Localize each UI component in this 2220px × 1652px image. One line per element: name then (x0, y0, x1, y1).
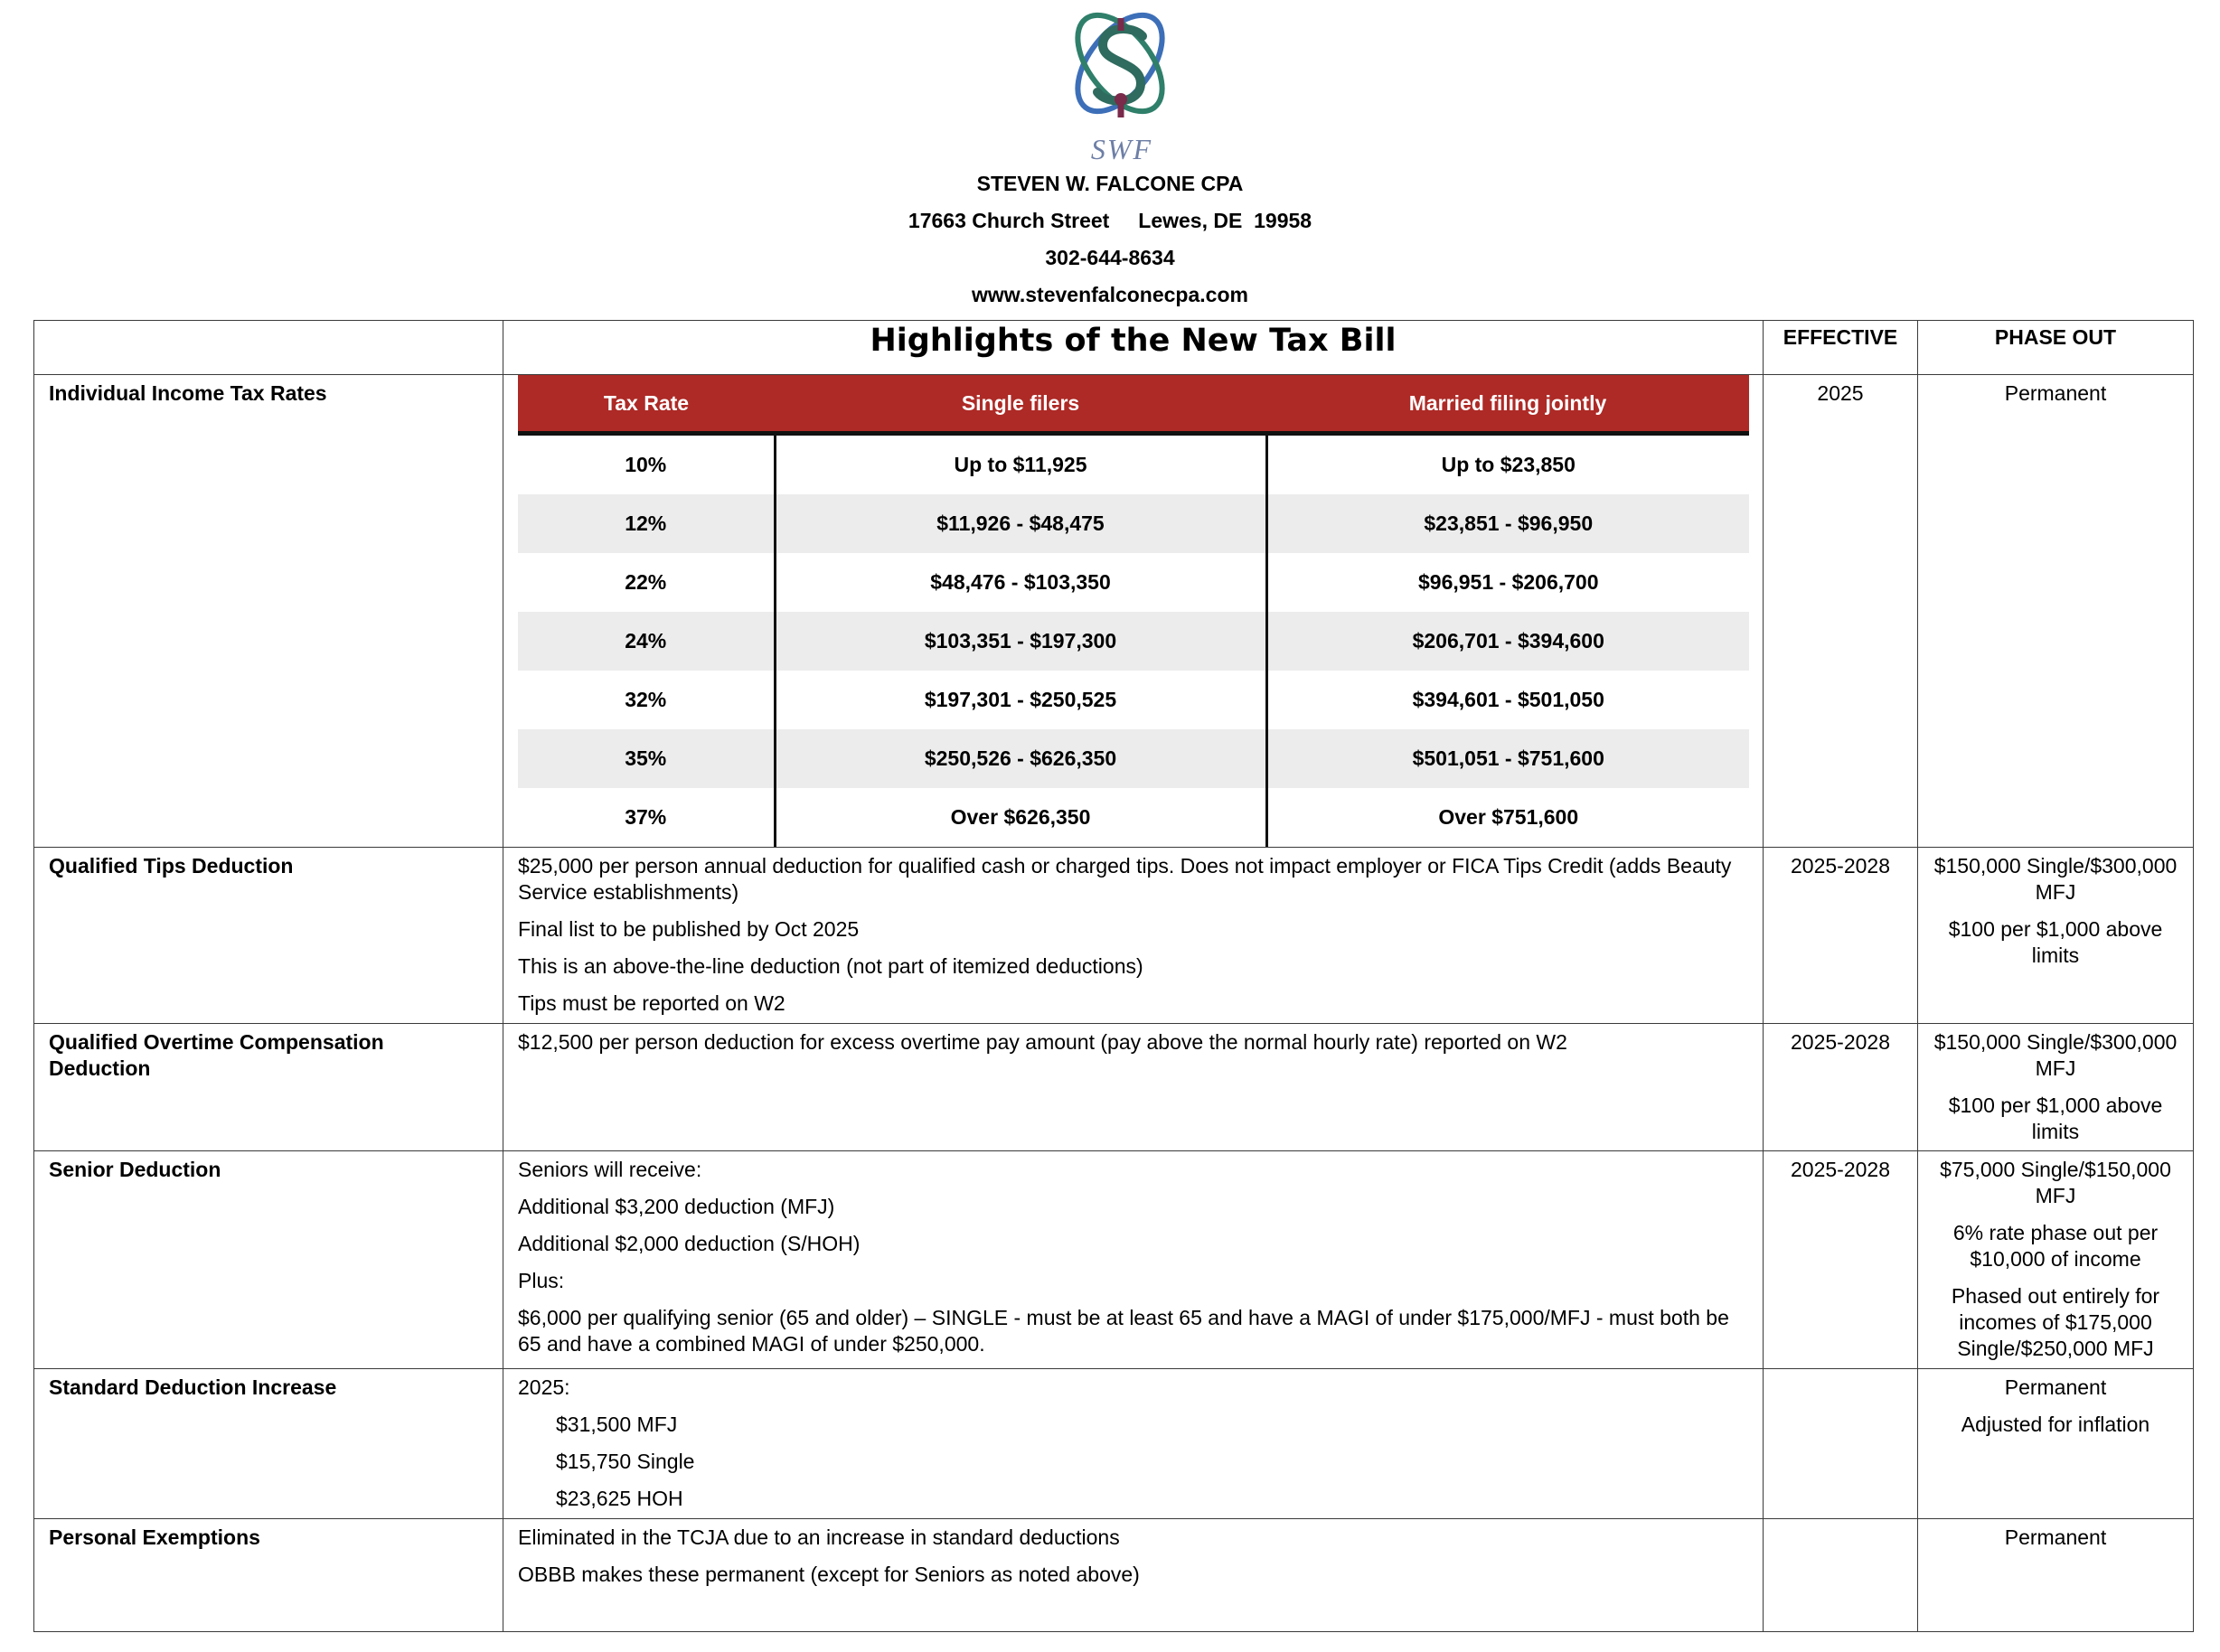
bracket-single: $103,351 - $197,300 (775, 612, 1266, 671)
bracket-header-rate: Tax Rate (518, 375, 775, 434)
table-row (34, 1024, 2194, 1151)
effective-header: EFFECTIVE (1764, 321, 1918, 375)
phase-out-line: Permanent (2004, 1375, 2107, 1399)
description-line: $15,750 Single (556, 1450, 695, 1473)
table-title: Highlights of the New Tax Bill (503, 321, 1764, 375)
row-effective: 2025-2028 (1764, 848, 1918, 1024)
bracket-single: $48,476 - $103,350 (775, 553, 1266, 612)
phase-out-line: Phased out entirely for incomes of $175,000 Single/$250,000 MFJ (1951, 1284, 2160, 1360)
row-label: Individual Income Tax Rates (34, 375, 503, 848)
row-phase-out: Permanent (1918, 375, 2194, 848)
bracket-mfj: Up to $23,850 (1441, 453, 1576, 476)
bracket-mfj: $23,851 - $96,950 (1266, 494, 1749, 553)
bracket-single: $197,301 - $250,525 (775, 671, 1266, 729)
bracket-mfj: $394,601 - $501,050 (1412, 688, 1604, 711)
phase-out-line: Permanent (2004, 1525, 2107, 1549)
phase-out-line: $100 per $1,000 above limits (1948, 1094, 2163, 1143)
table-row (34, 1519, 2194, 1632)
bracket-single: $250,526 - $626,350 (775, 729, 1266, 788)
description-line: Tips must be reported on W2 (518, 991, 785, 1015)
bracket-header-single: Single filers (775, 375, 1266, 434)
firm-name: STEVEN W. FALCONE CPA (976, 172, 1244, 195)
row-label: Senior Deduction (34, 1151, 503, 1369)
description-line: Plus: (518, 1269, 565, 1292)
tax-bracket-table (518, 375, 1749, 847)
row-description (503, 1519, 1764, 1632)
description-line: $23,625 HOH (556, 1487, 683, 1510)
row-label: Qualified Tips Deduction (34, 848, 503, 1024)
row-label: Personal Exemptions (34, 1519, 503, 1632)
row-label: Qualified Overtime Compensation Deduction (34, 1024, 503, 1151)
phase-out-line: Adjusted for inflation (1961, 1413, 2150, 1436)
phase-out-line: $150,000 Single/$300,000 MFJ (1933, 854, 2178, 904)
phase-out-line: $150,000 Single/$300,000 MFJ (1933, 1030, 2178, 1080)
bracket-rate: 24% (518, 612, 775, 671)
swf-emblem-icon (1054, 11, 1190, 169)
bracket-row (518, 671, 1749, 729)
bracket-rate: 37% (518, 788, 775, 847)
description-line: $6,000 per qualifying senior (65 and older) – SINGLE - must be at least 65 and have a MAGI of under $175,000/MFJ - must both be 65 and have a combined MAGI of under $250,000. (518, 1306, 1729, 1356)
bracket-header-row (518, 375, 1749, 434)
table-row (34, 848, 2194, 1024)
bracket-rate: 35% (518, 729, 775, 788)
bracket-mfj: $501,051 - $751,600 (1266, 729, 1749, 788)
row-label: Standard Deduction Increase (34, 1369, 503, 1519)
row-description (503, 1024, 1764, 1151)
row-description (503, 848, 1764, 1024)
row-effective (1764, 1369, 1918, 1519)
tax-highlights-table (33, 320, 2194, 1632)
row-effective (1764, 1519, 1918, 1632)
table-header-row (34, 321, 2194, 375)
description-line: $12,500 per person deduction for excess overtime pay amount (pay above the normal hourly rate) reported on W2 (518, 1030, 1567, 1054)
row-description (503, 1151, 1764, 1369)
phase-out-line: $75,000 Single/$150,000 MFJ (1940, 1158, 2171, 1207)
firm-logo (1054, 11, 1190, 169)
bracket-row (518, 788, 1749, 847)
header-blank (34, 321, 503, 375)
table-row (34, 1369, 2194, 1519)
row-phase-out (1918, 1369, 2194, 1519)
logo-text: SWF (1090, 133, 1153, 165)
bracket-rate: 32% (518, 671, 775, 729)
bracket-single: Up to $11,925 (775, 434, 1266, 495)
description-line: Additional $3,200 deduction (MFJ) (518, 1195, 835, 1218)
description-line: $31,500 MFJ (556, 1413, 678, 1436)
description-line: OBBB makes these permanent (except for Seniors as noted above) (518, 1563, 1140, 1586)
row-phase-out (1918, 1151, 2194, 1369)
description-line: Additional $2,000 deduction (S/HOH) (518, 1232, 861, 1255)
bracket-row (518, 434, 1749, 495)
bracket-single: Over $626,350 (775, 788, 1266, 847)
row-phase-out (1918, 848, 2194, 1024)
bracket-row (518, 612, 1749, 671)
description-line: Final list to be published by Oct 2025 (518, 917, 860, 941)
row-phase-out (1918, 1024, 2194, 1151)
description-line: $25,000 per person annual deduction for qualified cash or charged tips. Does not impact employer or FICA Tips Credit (adds Beauty Service establishments) (518, 854, 1732, 904)
bracket-single: $11,926 - $48,475 (775, 494, 1266, 553)
table-row (34, 375, 2194, 848)
phase-out-header: PHASE OUT (1918, 321, 2194, 375)
firm-website: www.stevenfalconecpa.com (972, 283, 1248, 306)
row-effective: 2025-2028 (1764, 1151, 1918, 1369)
bracket-row (518, 553, 1749, 612)
bracket-cell (503, 375, 1764, 848)
row-description (503, 1369, 1764, 1519)
row-effective: 2025 (1764, 375, 1918, 848)
bracket-header-mfj: Married filing jointly (1266, 375, 1749, 434)
description-line: 2025: (518, 1375, 570, 1399)
description-line: This is an above-the-line deduction (not part of itemized deductions) (518, 954, 1143, 978)
bracket-mfj: Over $751,600 (1438, 805, 1579, 829)
bracket-rate: 22% (518, 553, 775, 612)
row-effective: 2025-2028 (1764, 1024, 1918, 1151)
table-row (34, 1151, 2194, 1369)
bracket-rate: 10% (518, 434, 775, 495)
firm-address: 17663 Church Street Lewes, DE 19958 (908, 209, 1312, 232)
firm-phone: 302-644-8634 (1045, 246, 1175, 269)
bracket-rate: 12% (518, 494, 775, 553)
row-phase-out (1918, 1519, 2194, 1632)
bracket-row (518, 729, 1749, 788)
bracket-mfj: $96,951 - $206,700 (1417, 570, 1599, 594)
bracket-row (518, 494, 1749, 553)
bracket-mfj: $206,701 - $394,600 (1266, 612, 1749, 671)
description-line: Eliminated in the TCJA due to an increase in standard deductions (518, 1525, 1120, 1549)
phase-out-line: $100 per $1,000 above limits (1948, 917, 2163, 967)
description-line: Seniors will receive: (518, 1158, 702, 1181)
phase-out-line: 6% rate phase out per $10,000 of income (1952, 1221, 2159, 1271)
